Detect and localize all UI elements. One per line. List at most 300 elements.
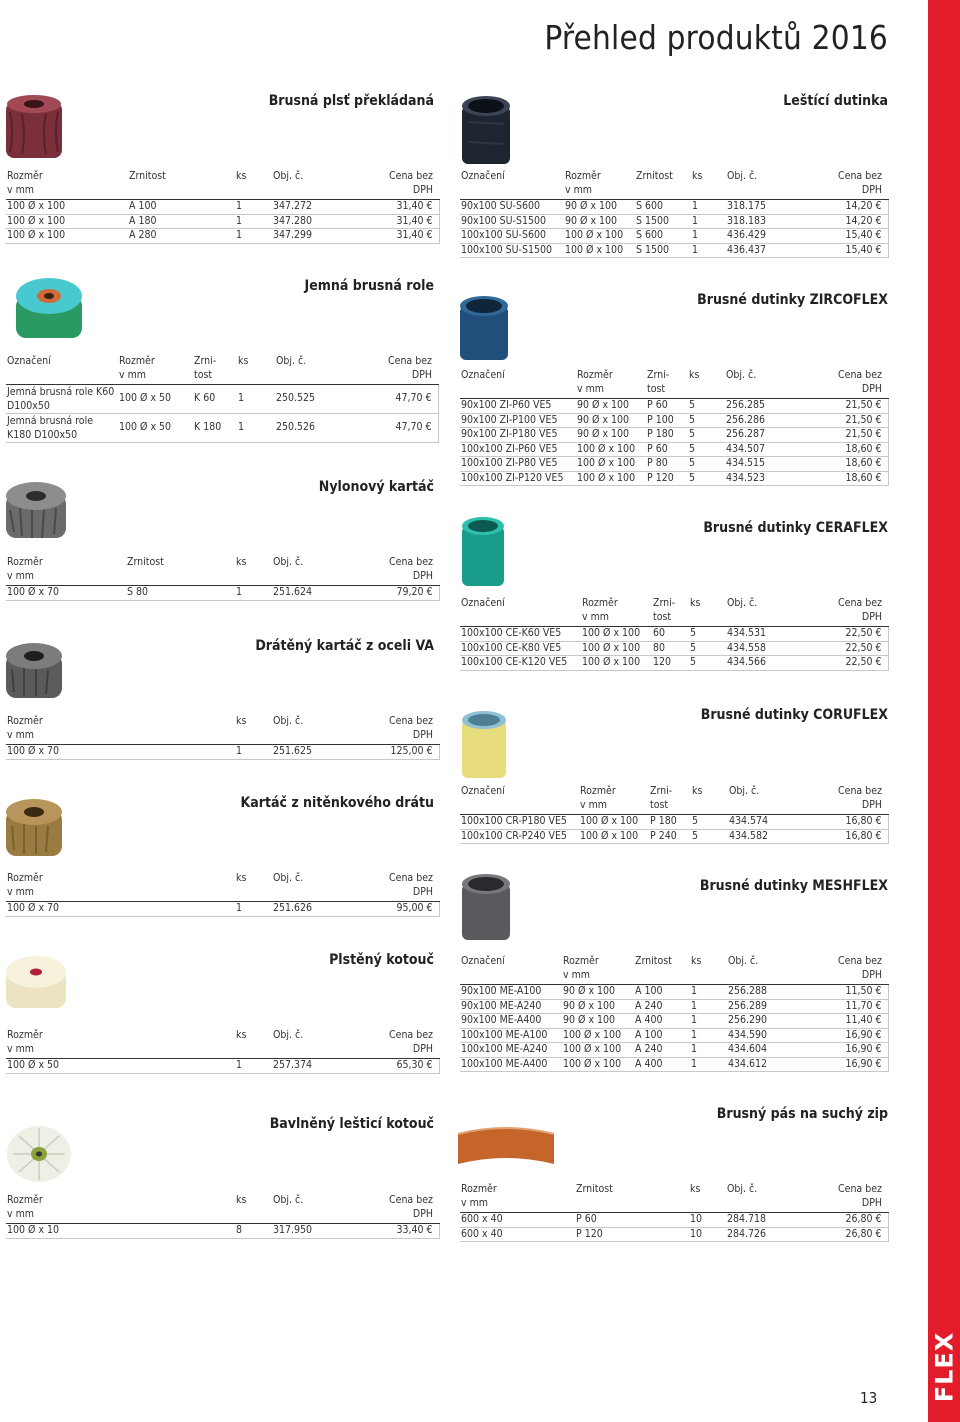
page-number: 13: [860, 1389, 878, 1407]
column-header: Rozměr v mm: [6, 553, 126, 586]
column-header: Rozměr v mm: [6, 869, 235, 902]
column-header: Cena bez DPH: [357, 1191, 439, 1224]
table-cell: 1: [691, 214, 726, 229]
table-header-row: [6, 869, 439, 902]
table-cell: 100 Ø x 100: [562, 1043, 634, 1058]
table-cell: A 180: [128, 214, 235, 229]
table-cell: P 120: [646, 471, 688, 486]
column-header: Označení: [460, 167, 564, 200]
table-cell: 1: [690, 1057, 727, 1072]
column-header: Cena bez DPH: [811, 167, 888, 200]
table-cell: 434.574: [728, 815, 814, 830]
table-cell: Jemná brusná role K60 D100x50: [6, 385, 118, 414]
table-cell: 100x100 CR-P240 VE5: [460, 829, 579, 844]
nylon-brush-image: [4, 480, 70, 546]
table-cell: 65,30 €: [357, 1059, 439, 1074]
column-header: ks: [691, 782, 728, 815]
table-cell: 100 Ø x 100: [562, 1028, 634, 1043]
column-header: Obj. č.: [726, 1180, 812, 1213]
column-header: Označení: [460, 366, 576, 399]
table-cell: 18,60 €: [811, 442, 888, 457]
table-cell: 90x100 ZI-P60 VE5: [460, 399, 576, 414]
table-row: [6, 1224, 439, 1239]
table-cell: 60: [652, 627, 689, 642]
table-cell: 284.726: [726, 1227, 812, 1242]
table-cell: 100x100 CE-K80 VE5: [460, 641, 581, 656]
table-cell: 100 Ø x 10: [6, 1224, 235, 1239]
table-cell: 15,40 €: [811, 243, 888, 258]
table-cell: P 180: [649, 815, 691, 830]
table-cell: 100 Ø x 100: [6, 229, 128, 244]
table-cell: 100 Ø x 50: [118, 385, 193, 414]
table-row: [460, 413, 888, 428]
table-cell: 5: [689, 656, 726, 671]
table-cell: P 100: [646, 413, 688, 428]
product-table-ceraflex: [460, 594, 889, 671]
table-cell: 436.429: [726, 229, 811, 244]
column-header: Obj. č.: [726, 594, 812, 627]
table-cell: 251.626: [272, 902, 357, 917]
table-cell: 100x100 ME-A240: [460, 1043, 562, 1058]
section-title-velcro-belt: Brusný pás na suchý zip: [716, 1106, 888, 1122]
table-row: [460, 442, 888, 457]
table-header-row: [6, 553, 439, 586]
column-header: Cena bez DPH: [813, 952, 888, 985]
coruflex-sleeve-image: [458, 706, 510, 784]
column-header: Rozměr v mm: [460, 1180, 575, 1213]
table-header-row: [6, 1191, 439, 1224]
column-header: Cena bez DPH: [357, 167, 439, 200]
table-cell: 47,70 €: [360, 414, 438, 443]
table-cell: 5: [691, 815, 728, 830]
table-cell: 100x100 ZI-P120 VE5: [460, 471, 576, 486]
table-cell: K 180: [193, 414, 237, 443]
table-cell: 1: [690, 1028, 727, 1043]
table-cell: 22,50 €: [812, 641, 888, 656]
table-cell: 1: [690, 1014, 727, 1029]
table-row: [460, 815, 888, 830]
table-cell: P 240: [649, 829, 691, 844]
table-cell: 1: [237, 414, 275, 443]
felt-disc-image: [4, 952, 70, 1018]
table-cell: 90 Ø x 100: [562, 985, 634, 1000]
zircoflex-sleeve-image: [456, 292, 512, 366]
product-table-felt-disc: [6, 1026, 440, 1074]
table-cell: 347.299: [272, 229, 357, 244]
table-cell: A 400: [634, 1014, 690, 1029]
table-cell: 318.183: [726, 214, 811, 229]
meshflex-sleeve-image: [458, 870, 514, 946]
table-cell: 16,80 €: [814, 815, 888, 830]
table-cell: 100x100 CE-K60 VE5: [460, 627, 581, 642]
table-cell: 22,50 €: [812, 656, 888, 671]
section-title-brass-wire-brush: Kartáč z nitěnkového drátu: [240, 795, 434, 811]
table-header-row: [6, 712, 439, 745]
table-cell: S 1500: [635, 214, 691, 229]
column-header: Cena bez DPH: [357, 553, 439, 586]
table-row: [460, 1043, 888, 1058]
table-cell: 90 Ø x 100: [564, 200, 635, 215]
brand-sidebar: [928, 0, 960, 1422]
table-cell: 100 Ø x 100: [581, 656, 652, 671]
table-row: [6, 745, 439, 760]
table-cell: 14,20 €: [811, 214, 888, 229]
table-cell: 434.507: [725, 442, 811, 457]
table-cell: 100x100 ME-A400: [460, 1057, 562, 1072]
table-cell: 251.624: [272, 586, 357, 601]
table-cell: 26,80 €: [812, 1227, 888, 1242]
column-header: Rozměr v mm: [6, 1026, 235, 1059]
product-table-polishing-sleeve: [460, 167, 889, 258]
table-cell: 100 Ø x 100: [576, 442, 646, 457]
section-title-meshflex: Brusné dutinky MESHFLEX: [699, 878, 888, 894]
table-cell: 90 Ø x 100: [576, 399, 646, 414]
table-row: [460, 229, 888, 244]
table-cell: 256.288: [727, 985, 813, 1000]
table-cell: 125,00 €: [357, 745, 439, 760]
table-cell: 90x100 ZI-P100 VE5: [460, 413, 576, 428]
table-cell: S 1500: [635, 243, 691, 258]
table-cell: 1: [235, 229, 272, 244]
table-cell: A 400: [634, 1057, 690, 1072]
table-cell: 90 Ø x 100: [564, 214, 635, 229]
table-row: [6, 385, 438, 414]
column-header: Obj. č.: [275, 352, 360, 385]
table-row: [6, 200, 439, 215]
table-cell: 100 Ø x 100: [581, 627, 652, 642]
table-cell: 90 Ø x 100: [576, 413, 646, 428]
table-cell: 434.604: [727, 1043, 813, 1058]
table-cell: 95,00 €: [357, 902, 439, 917]
table-row: [460, 627, 888, 642]
table-cell: 5: [689, 641, 726, 656]
fine-abrasive-roll-image: [12, 272, 86, 348]
table-row: [460, 243, 888, 258]
product-table-meshflex: [460, 952, 889, 1072]
table-cell: A 240: [634, 999, 690, 1014]
table-header-row: [460, 952, 888, 985]
table-cell: 26,80 €: [812, 1213, 888, 1228]
column-header: Zrnitost: [126, 553, 235, 586]
table-cell: 347.272: [272, 200, 357, 215]
table-cell: P 60: [575, 1213, 689, 1228]
table-row: [460, 457, 888, 472]
column-header: ks: [235, 712, 272, 745]
table-cell: S 600: [635, 229, 691, 244]
table-cell: A 100: [128, 200, 235, 215]
table-row: [6, 586, 439, 601]
felt-roll-image: [4, 92, 66, 164]
column-header: Zrni- tost: [649, 782, 691, 815]
table-cell: 1: [237, 385, 275, 414]
table-row: [460, 399, 888, 414]
table-cell: 1: [235, 214, 272, 229]
column-header: Rozměr v mm: [6, 712, 235, 745]
table-cell: P 60: [646, 442, 688, 457]
table-cell: 80: [652, 641, 689, 656]
table-cell: 318.175: [726, 200, 811, 215]
column-header: Zrni- tost: [646, 366, 688, 399]
table-cell: 600 x 40: [460, 1227, 575, 1242]
table-cell: 1: [235, 745, 272, 760]
column-header: Obj. č.: [725, 366, 811, 399]
table-cell: 434.566: [726, 656, 812, 671]
column-header: Cena bez DPH: [357, 869, 439, 902]
section-title-fine-abrasive-roll: Jemná brusná role: [304, 278, 434, 294]
table-cell: 100 Ø x 70: [6, 586, 126, 601]
column-header: Rozměr v mm: [579, 782, 649, 815]
table-cell: A 240: [634, 1043, 690, 1058]
table-cell: 21,50 €: [811, 413, 888, 428]
column-header: Obj. č.: [728, 782, 814, 815]
column-header: Rozměr v mm: [564, 167, 635, 200]
table-cell: 100x100 ZI-P80 VE5: [460, 457, 576, 472]
table-cell: 100 Ø x 100: [576, 471, 646, 486]
column-header: Cena bez DPH: [814, 782, 888, 815]
table-row: [6, 214, 439, 229]
table-cell: S 600: [635, 200, 691, 215]
section-title-zircoflex: Brusné dutinky ZIRCOFLEX: [697, 292, 888, 308]
column-header: ks: [689, 1180, 726, 1213]
table-cell: 90x100 ME-A400: [460, 1014, 562, 1029]
product-table-cotton-disc: [6, 1191, 440, 1239]
table-cell: 257.374: [272, 1059, 357, 1074]
table-cell: P 80: [646, 457, 688, 472]
table-cell: 1: [690, 999, 727, 1014]
table-cell: 1: [235, 586, 272, 601]
column-header: ks: [690, 952, 727, 985]
table-cell: S 80: [126, 586, 235, 601]
section-title-ceraflex: Brusné dutinky CERAFLEX: [703, 520, 888, 536]
table-cell: 434.558: [726, 641, 812, 656]
table-cell: 47,70 €: [360, 385, 438, 414]
column-header: Cena bez DPH: [811, 366, 888, 399]
table-cell: 100x100 SU-S1500: [460, 243, 564, 258]
table-cell: 100 Ø x 70: [6, 902, 235, 917]
table-cell: 18,60 €: [811, 457, 888, 472]
table-cell: 5: [688, 428, 725, 443]
table-row: [460, 200, 888, 215]
table-cell: 434.515: [725, 457, 811, 472]
table-cell: 256.287: [725, 428, 811, 443]
column-header: Cena bez DPH: [812, 594, 888, 627]
table-cell: 100 Ø x 100: [6, 200, 128, 215]
table-cell: 79,20 €: [357, 586, 439, 601]
table-row: [460, 1227, 888, 1242]
table-cell: 256.286: [725, 413, 811, 428]
column-header: Označení: [460, 952, 562, 985]
table-row: [460, 829, 888, 844]
table-cell: 100x100 ZI-P60 VE5: [460, 442, 576, 457]
table-cell: 100 Ø x 100: [564, 229, 635, 244]
column-header: Zrnitost: [575, 1180, 689, 1213]
column-header: Obj. č.: [272, 553, 357, 586]
table-row: [460, 1057, 888, 1072]
table-row: [6, 902, 439, 917]
table-row: [460, 1028, 888, 1043]
table-cell: 256.285: [725, 399, 811, 414]
table-cell: 250.526: [275, 414, 360, 443]
column-header: Obj. č.: [272, 712, 357, 745]
column-header: Cena bez DPH: [357, 1026, 439, 1059]
product-table-nylon-brush: [6, 553, 440, 601]
product-table-coruflex: [460, 782, 889, 844]
column-header: ks: [237, 352, 275, 385]
section-title-coruflex: Brusné dutinky CORUFLEX: [700, 707, 888, 723]
table-cell: 90x100 ME-A100: [460, 985, 562, 1000]
section-title-steel-wire-brush: Drátěný kartáč z oceli VA: [255, 638, 434, 654]
table-cell: 31,40 €: [357, 214, 439, 229]
table-row: [460, 1213, 888, 1228]
table-cell: 11,70 €: [813, 999, 888, 1014]
table-row: [6, 229, 439, 244]
table-cell: Jemná brusná role K180 D100x50: [6, 414, 118, 443]
table-cell: 5: [691, 829, 728, 844]
table-cell: 21,50 €: [811, 399, 888, 414]
table-cell: 1: [690, 1043, 727, 1058]
product-table-zircoflex: [460, 366, 889, 486]
table-cell: 100 Ø x 100: [581, 641, 652, 656]
table-row: [6, 1059, 439, 1074]
column-header: Označení: [460, 594, 581, 627]
table-cell: 10: [689, 1227, 726, 1242]
table-cell: A 100: [634, 985, 690, 1000]
table-header-row: [6, 352, 438, 385]
table-row: [460, 985, 888, 1000]
table-cell: 100 Ø x 50: [6, 1059, 235, 1074]
page-title: Přehled produktů 2016: [544, 18, 888, 57]
table-header-row: [460, 594, 888, 627]
product-table-velcro-belt: [460, 1180, 889, 1242]
column-header: Zrnitost: [634, 952, 690, 985]
table-cell: 347.280: [272, 214, 357, 229]
table-row: [460, 999, 888, 1014]
column-header: ks: [235, 1026, 272, 1059]
table-row: [460, 471, 888, 486]
table-cell: 120: [652, 656, 689, 671]
column-header: Označení: [460, 782, 579, 815]
column-header: Obj. č.: [272, 1191, 357, 1224]
table-cell: 5: [688, 471, 725, 486]
table-cell: 250.525: [275, 385, 360, 414]
table-cell: 90 Ø x 100: [562, 999, 634, 1014]
table-cell: 1: [235, 1059, 272, 1074]
column-header: Rozměr v mm: [118, 352, 193, 385]
table-cell: 100 Ø x 100: [579, 829, 649, 844]
table-cell: 256.290: [727, 1014, 813, 1029]
column-header: Obj. č.: [272, 167, 357, 200]
section-title-nylon-brush: Nylonový kartáč: [318, 479, 434, 495]
product-table-brass-wire-brush: [6, 869, 440, 917]
cotton-polishing-disc-image: [4, 1118, 74, 1188]
table-cell: P 120: [575, 1227, 689, 1242]
table-cell: 90 Ø x 100: [562, 1014, 634, 1029]
table-cell: A 280: [128, 229, 235, 244]
table-cell: 11,40 €: [813, 1014, 888, 1029]
table-cell: 100x100 CE-K120 VE5: [460, 656, 581, 671]
column-header: Cena bez DPH: [357, 712, 439, 745]
table-cell: 600 x 40: [460, 1213, 575, 1228]
table-cell: 10: [689, 1213, 726, 1228]
table-cell: 100x100 CR-P180 VE5: [460, 815, 579, 830]
table-cell: 434.531: [726, 627, 812, 642]
column-header: Zrni- tost: [652, 594, 689, 627]
table-cell: 90x100 ZI-P180 VE5: [460, 428, 576, 443]
column-header: Obj. č.: [727, 952, 813, 985]
table-cell: 18,60 €: [811, 471, 888, 486]
column-header: Zrnitost: [635, 167, 691, 200]
product-table-fine-abrasive-roll: [6, 352, 439, 443]
table-cell: 434.582: [728, 829, 814, 844]
column-header: ks: [235, 1191, 272, 1224]
table-cell: 434.612: [727, 1057, 813, 1072]
column-header: Rozměr v mm: [6, 167, 128, 200]
table-cell: 5: [688, 442, 725, 457]
table-cell: 1: [235, 200, 272, 215]
table-cell: 16,80 €: [814, 829, 888, 844]
table-cell: 100 Ø x 100: [576, 457, 646, 472]
table-cell: 251.625: [272, 745, 357, 760]
table-cell: 1: [691, 229, 726, 244]
table-cell: 33,40 €: [357, 1224, 439, 1239]
polishing-sleeve-image: [458, 92, 514, 170]
table-cell: 1: [690, 985, 727, 1000]
section-title-cotton-disc: Bavlněný lešticí kotouč: [269, 1116, 434, 1132]
column-header: ks: [689, 594, 726, 627]
section-title-polishing-sleeve: Leštící dutinka: [783, 93, 888, 109]
table-cell: 100 Ø x 100: [562, 1057, 634, 1072]
table-header-row: [460, 167, 888, 200]
table-cell: 90x100 ME-A240: [460, 999, 562, 1014]
table-cell: 100x100 SU-S600: [460, 229, 564, 244]
column-header: Zrni- tost: [193, 352, 237, 385]
table-cell: 14,20 €: [811, 200, 888, 215]
table-cell: 1: [691, 200, 726, 215]
table-cell: 100 Ø x 50: [118, 414, 193, 443]
table-row: [460, 214, 888, 229]
table-row: [460, 1014, 888, 1029]
table-cell: 100 Ø x 100: [6, 214, 128, 229]
table-header-row: [460, 366, 888, 399]
table-cell: 100 Ø x 100: [579, 815, 649, 830]
column-header: ks: [235, 167, 272, 200]
column-header: Rozměr v mm: [576, 366, 646, 399]
table-cell: 31,40 €: [357, 229, 439, 244]
section-title-felt-disc: Plstěný kotouč: [329, 952, 434, 968]
column-header: Obj. č.: [272, 1026, 357, 1059]
column-header: ks: [235, 553, 272, 586]
table-cell: 1: [691, 243, 726, 258]
table-cell: 90x100 SU-S1500: [460, 214, 564, 229]
table-cell: 100x100 ME-A100: [460, 1028, 562, 1043]
section-title-felt-roll: Brusná plsť překládaná: [268, 93, 434, 109]
table-cell: 1: [235, 902, 272, 917]
product-table-steel-wire-brush: [6, 712, 440, 760]
table-cell: 434.523: [725, 471, 811, 486]
column-header: Rozměr v mm: [581, 594, 652, 627]
column-header: Cena bez DPH: [812, 1180, 888, 1213]
table-cell: 5: [688, 457, 725, 472]
steel-wire-brush-image: [4, 638, 66, 706]
table-cell: 100 Ø x 70: [6, 745, 235, 760]
table-row: [460, 428, 888, 443]
table-cell: 16,90 €: [813, 1028, 888, 1043]
table-cell: P 60: [646, 399, 688, 414]
table-cell: 90 Ø x 100: [576, 428, 646, 443]
table-cell: 436.437: [726, 243, 811, 258]
table-cell: 8: [235, 1224, 272, 1239]
table-cell: P 180: [646, 428, 688, 443]
